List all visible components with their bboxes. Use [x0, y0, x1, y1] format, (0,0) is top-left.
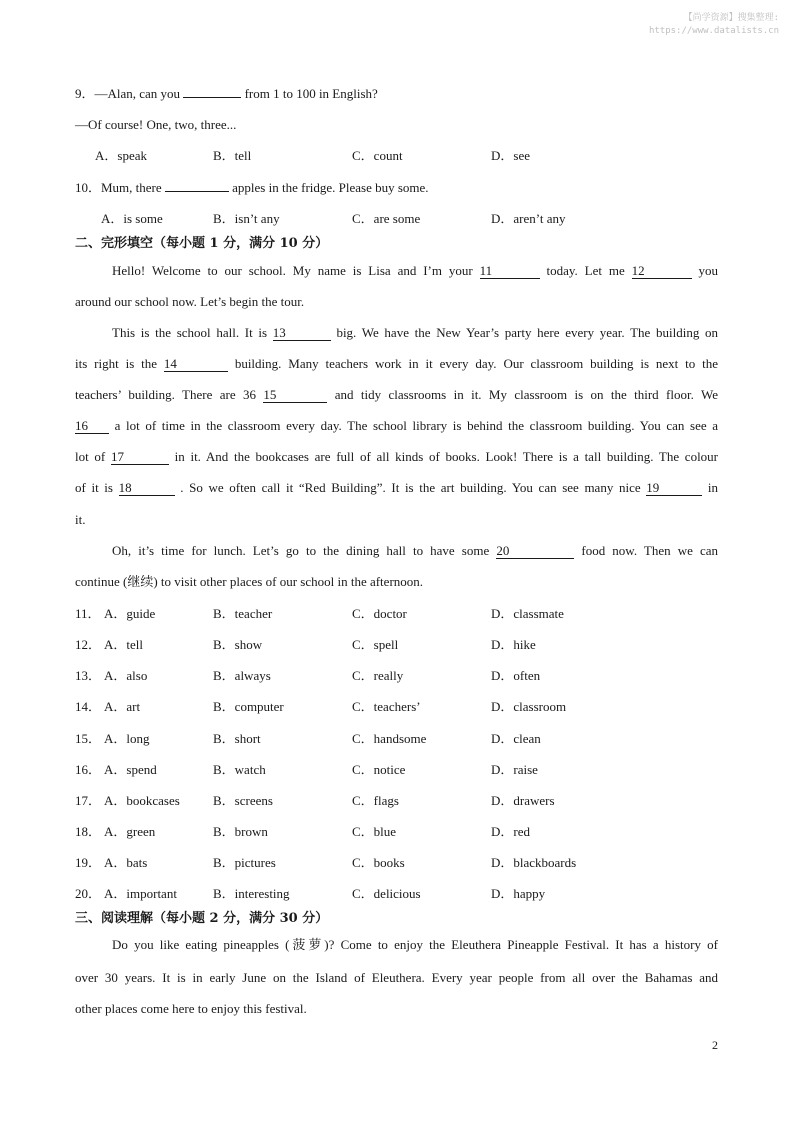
- blank-18: 18: [119, 481, 175, 496]
- blank-12: 12: [632, 264, 692, 279]
- passage-line-5: teachers’ building. There are 36 15 and tidy classrooms in it. My classroom is on the third floor. We: [75, 387, 718, 402]
- watermark-line1: 【尚学资源】搜集整理:: [683, 13, 779, 23]
- watermark-line2: https://www.datalists.cn: [648, 26, 779, 36]
- q9-option-b: B．tell: [213, 148, 252, 163]
- blank-13: 13: [273, 326, 331, 341]
- section2-title: 二、完形填空（每小题 1 分，满分 10 分）: [75, 236, 329, 251]
- q9-reply: —Of course! One, two, three...: [75, 117, 237, 132]
- passage-line-3: This is the school hall. It is 13 big. We have the New Year’s party here every year. The building on: [112, 325, 719, 340]
- blank-19: 19: [646, 481, 702, 496]
- passage-line-10: Oh, it’s time for lunch. Let’s go to the dining hall to have some 20 food now. Then we can: [112, 543, 718, 558]
- section3-title: 三、阅读理解（每小题 2 分，满分 30 分）: [75, 911, 329, 926]
- reading-line-1: Do you like eating pineapples (菠萝)? Come to enjoy the Eleuthera Pineapple Festival. It has a history of: [112, 937, 718, 952]
- passage-line-4: its right is the 14 building. Many teachers work in it every day. Our classroom building is next to the: [75, 356, 719, 371]
- q9-option-c: C．count: [352, 148, 403, 163]
- q10-option-a: A．is some: [101, 211, 163, 226]
- blank-15: 15: [263, 388, 327, 403]
- passage-line-6: 16 a lot of time in the classroom every day. The school library is behind the classroom building. You can see a: [75, 418, 718, 433]
- q9-option-d: D．see: [491, 148, 530, 163]
- reading-line-3: other places come here to enjoy this festival.: [75, 1001, 307, 1016]
- q9-option-a: A．speak: [95, 148, 147, 163]
- passage-line-7: lot of 17 in it. And the bookcases are full of all kinds of books. Look! There is a tall building. The colour: [75, 449, 719, 464]
- blank-14: 14: [164, 357, 228, 372]
- blank-16: 16: [75, 419, 109, 434]
- passage-line-11: continue (继续) to visit other places of our school in the afternoon.: [75, 574, 424, 589]
- q10-option-b: B．isn’t any: [213, 211, 280, 226]
- blank-11: 11: [480, 264, 540, 279]
- passage-line-8: of it is 18 . So we often call it “Red Building”. It is the art building. You can see many nice 19 in: [75, 480, 719, 495]
- q9-stem: 9．—Alan, can you from 1 to 100 in English?: [75, 86, 378, 101]
- page-number: 2: [712, 1038, 718, 1052]
- q10-option-c: C．are some: [352, 211, 421, 226]
- q10-blank: [165, 191, 229, 192]
- reading-line-2: over 30 years. It is in early June on the Island of Eleuthera. Every year people from all over the Bahamas and: [75, 970, 718, 985]
- q10-option-d: D．aren’t any: [491, 211, 566, 226]
- blank-17: 17: [111, 450, 169, 465]
- q10-stem: 10．Mum, there apples in the fridge. Please buy some.: [75, 180, 429, 195]
- blank-20: 20: [496, 544, 574, 559]
- passage-line-2: around our school now. Let’s begin the tour.: [75, 294, 305, 309]
- watermark: [649, 12, 779, 38]
- passage-line-1: Hello! Welcome to our school. My name is Lisa and I’m your 11 today. Let me 12 you: [112, 263, 719, 278]
- q9-blank: [183, 97, 241, 98]
- passage-line-9: it.: [75, 512, 86, 527]
